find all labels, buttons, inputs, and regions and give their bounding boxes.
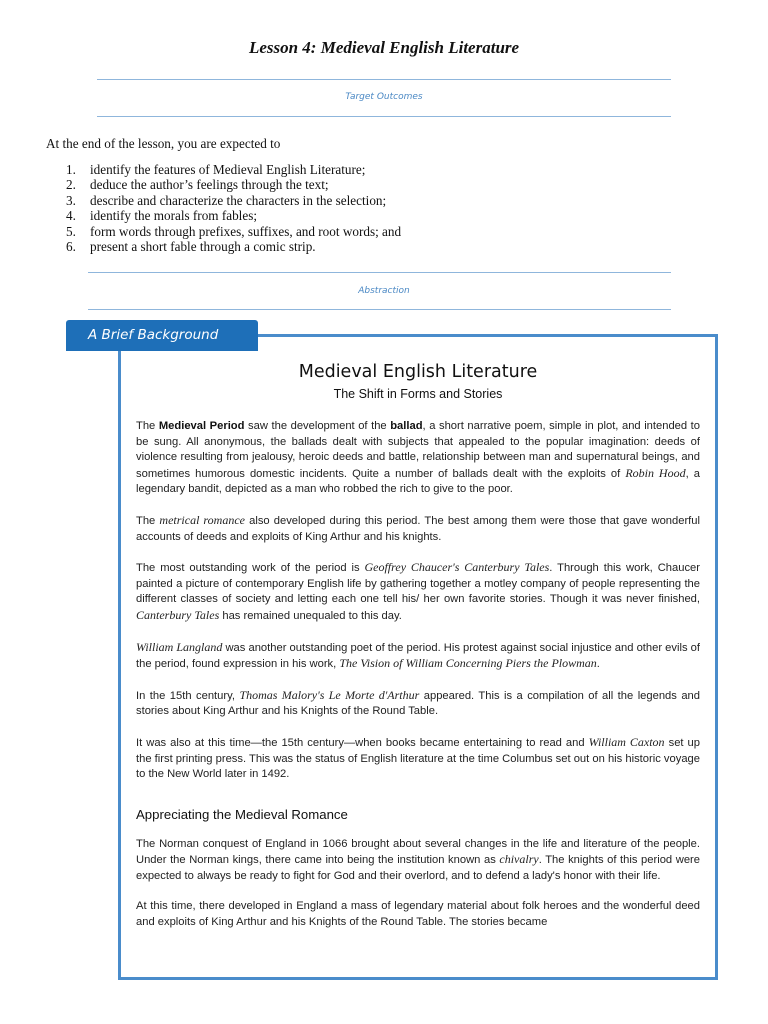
- background-tab: A Brief Background: [66, 320, 258, 351]
- list-item: 4. identify the morals from fables;: [66, 208, 257, 224]
- list-item: 3. describe and characterize the characters in the selection;: [66, 192, 387, 208]
- paragraph: The most outstanding work of the period is Geoffrey Chaucer's Canterbury Tales. Through this work, Chaucer painted a picture of contemporary English life by gathering together a motley company of people representing the different classes of society and letting each one tell his/ her own favorite stories. Though it was never finished, Canterbury Tales has remained unequaled to this day.: [136, 560, 700, 622]
- outcomes-list: [66, 162, 401, 254]
- intro-text: At the end of the lesson, you are expected to: [46, 136, 281, 151]
- list-item: 1. identify the features of Medieval English Literature;: [66, 162, 366, 177]
- background-content: [136, 337, 700, 931]
- paragraph: The Norman conquest of England in 1066 brought about several changes in the life and literature of the people. Under the Norman kings, there came into being the institution known as chivalry. The knights of this period were expected to always be ready to fight for God and their overlord, and to defend a lady's honor with their life.: [136, 837, 700, 882]
- section-label-abstraction: Abstraction: [358, 286, 410, 296]
- paragraph: At this time, there developed in England a mass of legendary material about folk heroes and the wonderful deed and exploits of King Arthur and his Knights of the Round Table. The stories became: [136, 900, 700, 929]
- paragraph: The metrical romance also developed during this period. The best among them were those that gave wonderful accounts of deeds and exploits of King Arthur and his knights.: [136, 512, 701, 543]
- divider: [88, 309, 671, 310]
- list-item: 6. present a short fable through a comic strip.: [66, 238, 316, 254]
- paragraph: It was also at this time—the 15th century—when books became entertaining to read and William Caxton set up the first printing press. This was the status of English literature at the time Columbus set out on his historic voyage to the New World later in 1492.: [136, 734, 700, 781]
- paragraph: William Langland was another outstanding poet of the period. His protest against social injustice and other evils of the period, found expression in his work, The Vision of William Concerning Piers the Plowman.: [136, 639, 701, 671]
- list-item: 2. deduce the author’s feelings through the text;: [66, 177, 329, 193]
- paragraph: In the 15th century, Thomas Malory's Le Morte d'Arthur appeared. This is a compilation of all the legends and stories about King Arthur and his Knights of the Round Table.: [136, 687, 700, 718]
- box-subtitle: The Shift in Forms and Stories: [333, 387, 503, 401]
- box-title: Medieval English Literature: [298, 362, 538, 382]
- divider: [97, 79, 671, 80]
- divider: [97, 116, 671, 117]
- paragraph: The Medieval Period saw the development of the ballad, a short narrative poem, simple in plot, and intended to be sung. All anonymous, the ballads dealt with subjects that appealed to the popular imagination: deeds of violence resulting from jealousy, heroic deeds and battle, relationship between man and supernatural beings, and sometimes humorous domestic incidents. Quite a number of ballads dealt with the exploits of Robin Hood, a legendary bandit, depicted as a man who robbed the rich to give to the poor.: [136, 420, 700, 496]
- lesson-title: Lesson 4: Medieval English Literature: [248, 38, 520, 57]
- section-label-target-outcomes: Target Outcomes: [345, 92, 423, 102]
- list-item: 5. form words through prefixes, suffixes, and root words; and: [66, 223, 402, 239]
- divider: [88, 272, 671, 273]
- section-heading: Appreciating the Medieval Romance: [136, 806, 348, 822]
- background-box: [118, 334, 718, 980]
